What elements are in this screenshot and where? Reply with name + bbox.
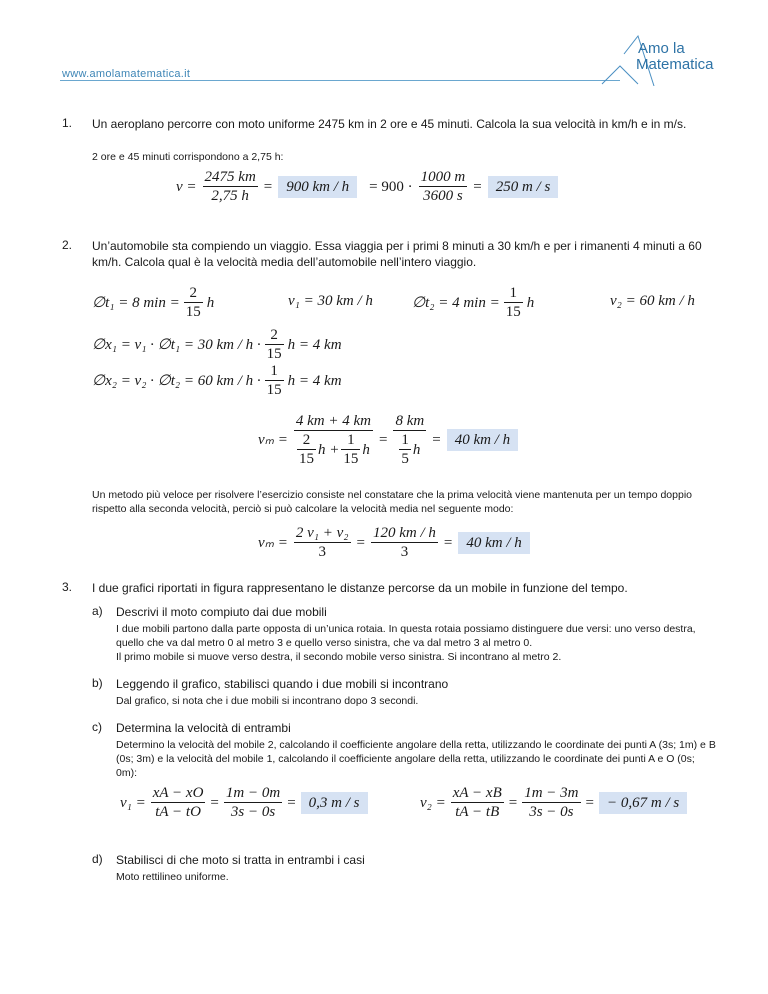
q3-v2-den: tA − tB: [455, 804, 500, 820]
q1-v-label: v =: [176, 178, 197, 195]
q2-vm-eq: =: [379, 432, 388, 448]
q2-dt1-label: ∅t₁ = 8 min =: [92, 294, 180, 311]
q2-vm-f2-num: 8 km: [395, 413, 425, 429]
q2-dt1-den: 15: [185, 304, 201, 320]
q1-note: 2 ore e 45 minuti corrispondono a 2,75 h:: [92, 151, 284, 163]
q2-dt1-unit: h: [206, 294, 215, 311]
q2-dx2-result: h = 4 km: [287, 372, 342, 389]
q3-v2-num2: 1m − 3m: [524, 785, 579, 801]
q3-c-title: Determina la velocità di entrambi: [116, 721, 291, 735]
q3-v2-eq: =: [508, 794, 518, 811]
q3-v1-num2: 1m − 0m: [225, 785, 281, 801]
q1-result-ms: 250 m / s: [488, 176, 559, 198]
q3-c-body: Determino la velocità del mobile 2, calcolando il coefficiente angolare della retta, utilizzando le coordinate dei punti A (3s; 1m) e B (0s; 3m) e la velocità del mobile 1, calcolando il coefficiente angolare della retta, utilizzando le coordinate dei punti A e O (0s; 0m):: [116, 739, 716, 779]
q2-dt1-fraction: [184, 284, 203, 321]
q2-dx2-num: 1: [265, 362, 284, 381]
q2-vm-den-b: [341, 431, 360, 468]
q2-v2: v₂ = 60 km / h: [610, 293, 695, 309]
q1-eq2: =: [473, 178, 482, 195]
q2-dx1-result: h = 4 km: [287, 336, 342, 353]
q3-v2-num: xA − xB: [452, 785, 502, 801]
q2-vm2: [258, 524, 530, 561]
q2-vm2-eq2: =: [443, 534, 453, 551]
q2-vm-f2-den-den: 5: [401, 451, 409, 467]
q2-vm2-label: vₘ =: [258, 534, 288, 551]
q2-text: Un’automobile sta compiendo un viaggio. Essa viaggia per i primi 8 minuti a 30 km/h e per i rimanenti 4 minuti a 60 km/h. Calcola qual è la velocità media dell’automobile nell’intero viaggio.: [92, 239, 702, 269]
q2-vm-result: 40 km / h: [447, 429, 518, 451]
q2-dx1-fraction: [265, 326, 284, 363]
q2-dx2: [92, 362, 342, 399]
q2-dx1-num: 2: [265, 326, 284, 345]
q3-v1-formula: [120, 784, 368, 821]
q3-d-label: d): [92, 852, 103, 866]
q1-mid: = 900 ·: [369, 178, 413, 195]
q3-v1-fraction-2: [224, 784, 282, 821]
q2-vm2-eq: =: [356, 534, 365, 551]
q2-vm-den-b-den: 15: [343, 451, 359, 467]
q2-dt2-num: 1: [504, 284, 523, 303]
q1-number: 1.: [62, 116, 73, 130]
q2-v1: v₁ = 30 km / h: [288, 293, 373, 309]
logo-line1: Amo la: [638, 40, 685, 57]
q3-b-body: Dal grafico, si nota che i due mobili si incontrano dopo 3 secondi.: [116, 695, 419, 707]
q3-number: 3.: [62, 580, 73, 594]
q1-f1-den: 2,75 h: [211, 188, 249, 204]
q3-v1-result: 0,3 m / s: [301, 792, 368, 814]
q2-vm-den: [294, 431, 373, 468]
q2-vm: [258, 412, 518, 468]
q2-vm-num: 4 km + 4 km: [295, 413, 371, 429]
q1-fraction-1: [203, 168, 258, 205]
q3-v1-eq: =: [210, 794, 219, 811]
q2-dt2-fraction: [504, 284, 523, 321]
q2-vm-fraction: [294, 412, 373, 468]
q2-vm-den-a-den: 15: [299, 451, 314, 467]
q2-dx1: [92, 326, 342, 363]
q1-result-kmh: 900 km / h: [278, 176, 357, 198]
q2-vm-f2-den-frac: [399, 431, 411, 468]
q1-formula: [176, 168, 558, 205]
q2-dt2: [412, 284, 534, 321]
q3-v1-label: v₁ =: [120, 794, 146, 811]
q3-v2-fraction: [451, 784, 504, 821]
q3-v1-den: tA − tO: [155, 804, 201, 820]
q2-dt1: [92, 284, 214, 321]
q3-v2-fraction-2: [522, 784, 580, 821]
q2-dt1-num: 2: [184, 284, 203, 303]
q1-fraction-2: [419, 168, 468, 205]
q3-d-body: Moto rettilineo uniforme.: [116, 871, 229, 883]
q2-vm-den-unit: h: [362, 441, 370, 458]
q2-vm2-f-num: 120 km / h: [372, 525, 436, 541]
q1-f1-num: 2475 km: [204, 169, 256, 185]
q2-dx2-label: ∅x₂ = v₂ · ∅t₂ = 60 km / h ·: [92, 372, 261, 389]
q2-vm2-f-den: 3: [400, 544, 409, 560]
q2-vm-den-plus: h +: [318, 441, 340, 458]
q3-a-body2: Il primo mobile si muove verso destra, il secondo mobile verso sinistra. Si incontrano al metro 2.: [116, 651, 562, 663]
logo: [598, 34, 718, 86]
q3-a-body1: I due mobili partono dalla parte opposta di un’unica rotaia. In questa rotaia possiamo distinguere due versi: uno verso destra, quello che va dal metro 0 al metro 3 e quello verso sinistra, che va dal metro 3 al metro 0.: [116, 623, 696, 649]
q2-vm2-fraction: [294, 524, 351, 561]
q2-number: 2.: [62, 238, 73, 252]
header-rule: [60, 80, 620, 81]
q2-dt2-den: 15: [505, 304, 521, 320]
q2-dx1-label: ∅x₁ = v₁ · ∅t₁ = 30 km / h ·: [92, 336, 261, 353]
q2-vm-f2-unit: h: [412, 441, 421, 458]
q2-dt2-label: ∅t₂ = 4 min =: [412, 294, 500, 311]
q3-b-title: Leggendo il grafico, stabilisci quando i due mobili si incontrano: [116, 677, 449, 691]
q2-vm-den-b-num: 1: [341, 431, 360, 450]
q2-dt2-unit: h: [526, 294, 535, 311]
q1-f2-num: 1000 m: [420, 169, 466, 185]
q3-a-label: a): [92, 604, 103, 618]
q2-vm-den-a-num: 2: [297, 431, 316, 450]
q3-v2-label: v₂ =: [420, 794, 446, 811]
q3-v2-den2: 3s − 0s: [529, 804, 574, 820]
q3-v1-num: xA − xO: [152, 785, 204, 801]
q3-v2-result: − 0,67 m / s: [599, 792, 687, 814]
q1-text: Un aeroplano percorre con moto uniforme 2475 km in 2 ore e 45 minuti. Calcola la sua velocità in km/h e in m/s.: [92, 117, 687, 131]
q3-text: I due grafici riportati in figura rappresentano le distanze percorse da un mobile in funzione del tempo.: [92, 581, 628, 595]
q2-vm2-fraction-2: [371, 524, 438, 561]
q3-v1-fraction: [151, 784, 206, 821]
site-url[interactable]: www.amolamatematica.it: [62, 68, 191, 80]
q2-vm-f2-den-num: 1: [401, 432, 409, 448]
q3-v1-eq2: =: [287, 794, 296, 811]
q3-a-title: Descrivi il moto compiuto dai due mobili: [116, 605, 327, 619]
q3-v2-formula: [420, 784, 687, 821]
q3-v2-eq2: =: [585, 794, 594, 811]
q2-vm-eq2: =: [432, 432, 441, 448]
q2-method: Un metodo più veloce per risolvere l’esercizio consiste nel constatare che la prima velocità viene mantenuta per un tempo doppio rispetto alla seconda velocità, perciò si può calcolare la velocità media nel seguente modo:: [92, 489, 692, 515]
q2-vm-label: vₘ =: [258, 432, 288, 448]
q2-vm2-den: 3: [318, 544, 326, 560]
q2-vm2-result: 40 km / h: [458, 532, 529, 554]
q2-vm2-num: 2 v₁ + v₂: [295, 525, 349, 541]
q3-v1-den2: 3s − 0s: [230, 804, 276, 820]
q2-dx2-den: 15: [266, 382, 282, 398]
logo-line2: Matematica: [636, 56, 714, 73]
q3-c-label: c): [92, 720, 102, 734]
q2-vm-fraction-2: [393, 412, 426, 468]
q2-vm-f2-den: [393, 431, 426, 468]
q1-eq: =: [263, 178, 273, 195]
q3-d-title: Stabilisci di che moto si tratta in entrambi i casi: [116, 853, 365, 867]
q2-dx2-fraction: [265, 362, 284, 399]
q2-dx1-den: 15: [266, 346, 282, 362]
q1-f2-den: 3600 s: [423, 188, 463, 204]
q2-vm-den-a: [297, 431, 316, 468]
q3-b-label: b): [92, 676, 103, 690]
